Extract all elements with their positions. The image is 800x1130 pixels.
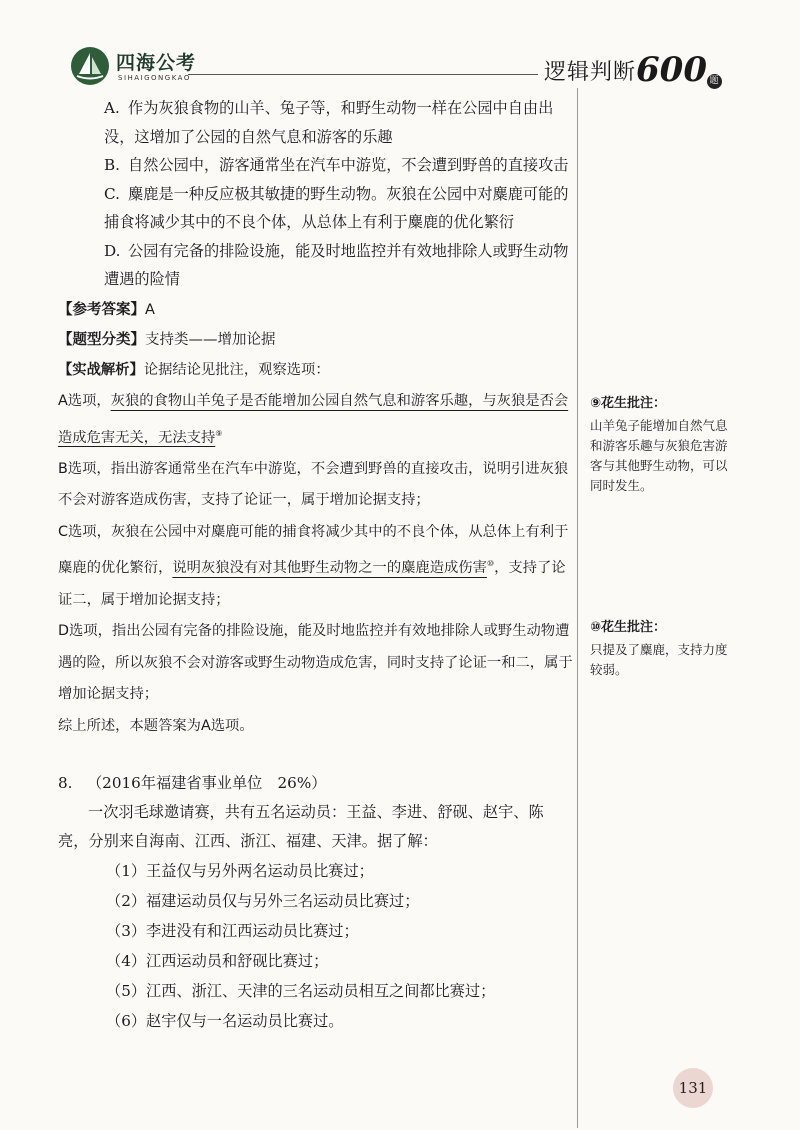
option-text: 公园有完备的排险设施，能及时地监控并有效地排除人或野生动物遭遇的险情 <box>104 241 569 288</box>
option-c-prefix: C选项，灰狼在公园中对麋鹿可能的捕食将减少其中的不良个体，从总体上有利于麋鹿的优化繁衍， <box>58 523 569 577</box>
question-conditions <box>58 856 573 1036</box>
option-c-annotated-text: 说明灰狼没有对其他野生动物之一的麋鹿造成伤害 <box>172 560 487 577</box>
category-value: 支持类——增加论据 <box>145 332 276 348</box>
logo-text: 四海公考 <box>116 52 197 74</box>
option-d <box>58 237 573 294</box>
side-note-text: 只提及了麋鹿，支持力度较弱。 <box>590 642 728 677</box>
option-letter: B. <box>104 156 120 174</box>
analysis-option-d: D选项，指出公园有完备的排险设施，能及时地监控并有效地排除人或野生动物遭遇的险，所以灰狼不会对游客或野生动物造成危害，同时支持了论证一和二，属于增加论据支持； <box>58 623 573 703</box>
reference-answer <box>58 296 573 325</box>
question-8 <box>58 768 573 1036</box>
side-note-title: ⑩花生批注： <box>590 620 667 635</box>
book-title <box>544 50 722 90</box>
condition-item: （3）李进没有和江西运动员比赛过； <box>106 922 359 941</box>
option-letter: A. <box>104 99 120 117</box>
condition-item: （6）赵宇仅与一名运动员比赛过。 <box>106 1012 344 1031</box>
side-note-text: 山羊兔子能增加自然气息和游客乐趣与灰狼危害游客与其他野生动物，可以同时发生。 <box>590 418 728 493</box>
question-category <box>58 326 573 355</box>
option-text: 自然公园中，游客通常坐在汽车中游览，不会遭到野兽的直接攻击 <box>128 156 569 174</box>
analysis-option-a <box>58 386 573 454</box>
option-a-prefix: A选项， <box>58 393 111 409</box>
answer-label: 【参考答案】 <box>58 301 145 318</box>
analysis-conclusion: 综上所述，本题答案为A选项。 <box>58 717 254 734</box>
main-content <box>58 94 573 1036</box>
option-a-annotated-text: 灰狼的食物山羊兔子是否能增加公园自然气息和游客乐趣，与灰狼是否会造成危害无关，无法支持 <box>58 393 569 446</box>
analysis-option-c <box>58 517 573 616</box>
option-b <box>58 151 573 180</box>
option-text: 麋鹿是一种反应极其敏捷的野生动物。灰狼在公园中对麋鹿可能的捕食将减少其中的不良个体，从总体上有利于麋鹿的优化繁衍 <box>104 184 569 231</box>
logo-subtext: SIHAIGONGKAO <box>118 74 191 82</box>
question-body: 一次羽毛球邀请赛，共有五名运动员：王益、李进、舒砚、赵宇、陈亮，分别来自海南、江西、浙江、福建、天津。据了解： <box>58 803 544 851</box>
option-letter: D. <box>104 241 121 260</box>
book-suffix: 题 <box>707 74 722 89</box>
analysis-intro <box>58 355 573 387</box>
question-source: （2016年福建省事业单位 26%） <box>86 774 327 793</box>
page-number: 131 <box>673 1068 713 1108</box>
side-note-10 <box>590 618 730 680</box>
book-number: 600 <box>636 50 707 90</box>
analysis-label: 【实战解析】 <box>58 361 144 378</box>
condition-item: （2）福建运动员仅与另外三名运动员比赛过； <box>106 892 420 911</box>
analysis-intro-text: 论据结论见批注，观察选项： <box>143 361 330 378</box>
question-header <box>58 768 573 798</box>
condition-item: （1）王益仅与另外两名运动员比赛过； <box>106 862 374 881</box>
condition-item: （5）江西、浙江、天津的三名运动员相互之间都比赛过； <box>106 982 496 1001</box>
page-header <box>70 44 720 90</box>
condition-item: （4）江西运动员和舒砚比赛过； <box>106 952 329 971</box>
option-text: 作为灰狼食物的山羊、兔子等，和野生动物一样在公园中自由出没，这增加了公园的自然气息和游客的乐趣 <box>104 99 554 146</box>
option-a <box>58 94 573 151</box>
note-marker-10: ⑩ <box>486 559 495 569</box>
option-c <box>58 180 573 237</box>
header-rule <box>188 74 538 75</box>
option-c-suffix: ，支持了论证二，属于增加论据支持； <box>58 560 566 608</box>
side-note-title: ⑨花生批注： <box>590 396 667 411</box>
side-note-9 <box>590 394 730 496</box>
book-title-text: 逻辑判断 <box>544 60 637 85</box>
question-number: 8. <box>58 774 73 793</box>
answer-value: A <box>145 301 155 318</box>
margin-divider <box>577 88 578 1128</box>
option-letter: C. <box>104 184 120 203</box>
analysis-option-b: B选项，指出游客通常坐在汽车中游览，不会遭到野兽的直接攻击，说明引进灰狼不会对游客造成伤害，支持了论证一，属于增加论据支持； <box>58 460 569 509</box>
note-marker-9: ⑨ <box>215 428 223 438</box>
analysis <box>58 355 573 743</box>
category-label: 【题型分类】 <box>58 332 145 348</box>
sailboat-logo-icon <box>70 46 110 86</box>
